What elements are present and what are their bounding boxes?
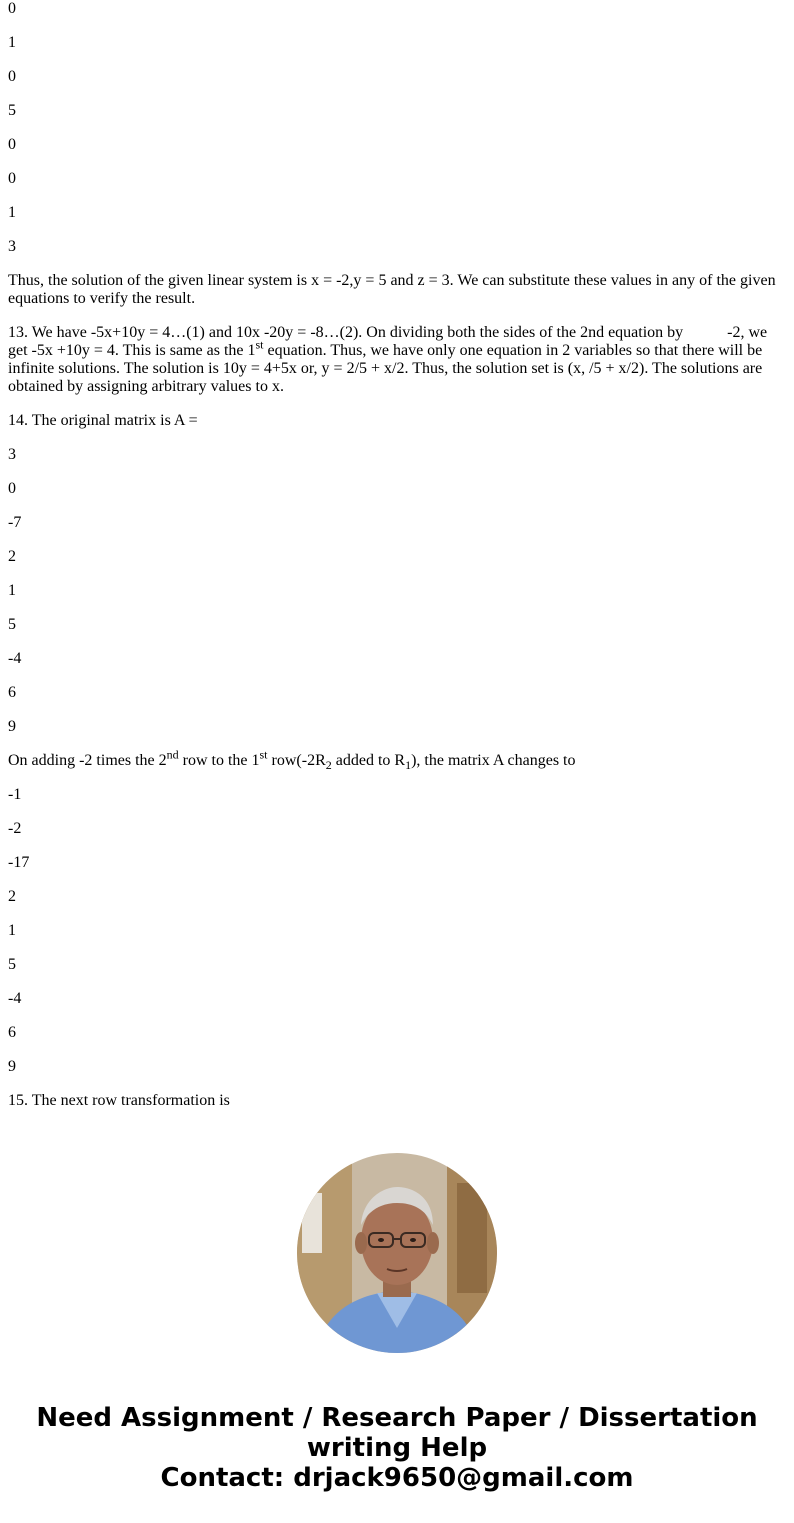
- matrix-value: 9: [8, 718, 16, 735]
- avatar-portrait-icon: [297, 1153, 497, 1353]
- matrix-a-transformed: [8, 786, 786, 1076]
- matrix-a: [8, 446, 786, 736]
- subscript: 1: [405, 758, 412, 773]
- row-operation-paragraph: [8, 747, 786, 773]
- row-op-text: row(-2R: [267, 752, 326, 769]
- matrix-value: 0: [8, 170, 16, 187]
- problem-13-text: equation. Thus, we have only one equation in 2 variables so that there will be infinite solutions. The solution is 10y = 4+5x or, y = 2/5 + x/2. Thus, the solution set is (x, /5 + x/2). The solutions are obtained by assigning arbitrary values to x.: [8, 342, 763, 395]
- matrix-value: -7: [8, 514, 22, 531]
- matrix-value: 3: [8, 446, 16, 463]
- problem-13-paragraph: [8, 324, 786, 396]
- matrix-value: 1: [8, 922, 16, 939]
- superscript: st: [255, 337, 264, 352]
- matrix-value: -1: [8, 786, 22, 803]
- matrix-value: 0: [8, 0, 16, 17]
- matrix-value: 2: [8, 548, 16, 565]
- matrix-value: 5: [8, 102, 16, 119]
- matrix-value: 1: [8, 204, 16, 221]
- row-op-text: row to the 1: [178, 752, 260, 769]
- matrix-value: -2: [8, 820, 22, 837]
- problem-15-paragraph: 15. The next row transformation is: [8, 1092, 230, 1109]
- matrix-value: -4: [8, 990, 22, 1007]
- promo-contact: Contact: drjack9650@gmail.com: [160, 1463, 634, 1493]
- superscript: st: [259, 747, 268, 762]
- matrix-value: 9: [8, 1058, 16, 1075]
- matrix-value: 0: [8, 136, 16, 153]
- subscript: 2: [325, 758, 332, 773]
- tutor-avatar: [297, 1153, 497, 1353]
- row-op-text: On adding -2 times the 2: [8, 752, 167, 769]
- problem-13-text: 13. We have -5x+10y = 4…(1) and 10x -20y = -8…(2). On dividing both the sides of the 2nd equation by: [8, 324, 684, 341]
- matrix-value: -4: [8, 650, 22, 667]
- matrix-value: 6: [8, 1024, 16, 1041]
- matrix-value: 5: [8, 616, 16, 633]
- superscript: nd: [166, 747, 179, 762]
- matrix-value: -17: [8, 854, 30, 871]
- document-body: [8, 0, 786, 1126]
- solution-paragraph: Thus, the solution of the given linear system is x = -2,y = 5 and z = 3. We can substitute these values in any of the given equations to verify the result.: [8, 272, 776, 307]
- problem-14-intro: 14. The original matrix is A =: [8, 412, 198, 429]
- matrix-value: 5: [8, 956, 16, 973]
- matrix-value: 2: [8, 888, 16, 905]
- promo-line: writing Help: [306, 1433, 488, 1463]
- matrix-value: 0: [8, 480, 16, 497]
- row-op-text: ), the matrix A changes to: [411, 752, 576, 769]
- matrix-value: 6: [8, 684, 16, 701]
- matrix-value: 1: [8, 582, 16, 599]
- matrix-tail: [8, 0, 786, 256]
- matrix-value: 3: [8, 238, 16, 255]
- promo-line: Need Assignment / Research Paper / Dissertation: [36, 1403, 758, 1433]
- row-op-text: added to R: [331, 752, 406, 769]
- matrix-value: 0: [8, 68, 16, 85]
- promo-banner: [0, 1403, 794, 1493]
- problem-13-text: -2, we get -5x +10y = 4. This is same as the 1: [8, 324, 768, 359]
- matrix-value: 1: [8, 34, 16, 51]
